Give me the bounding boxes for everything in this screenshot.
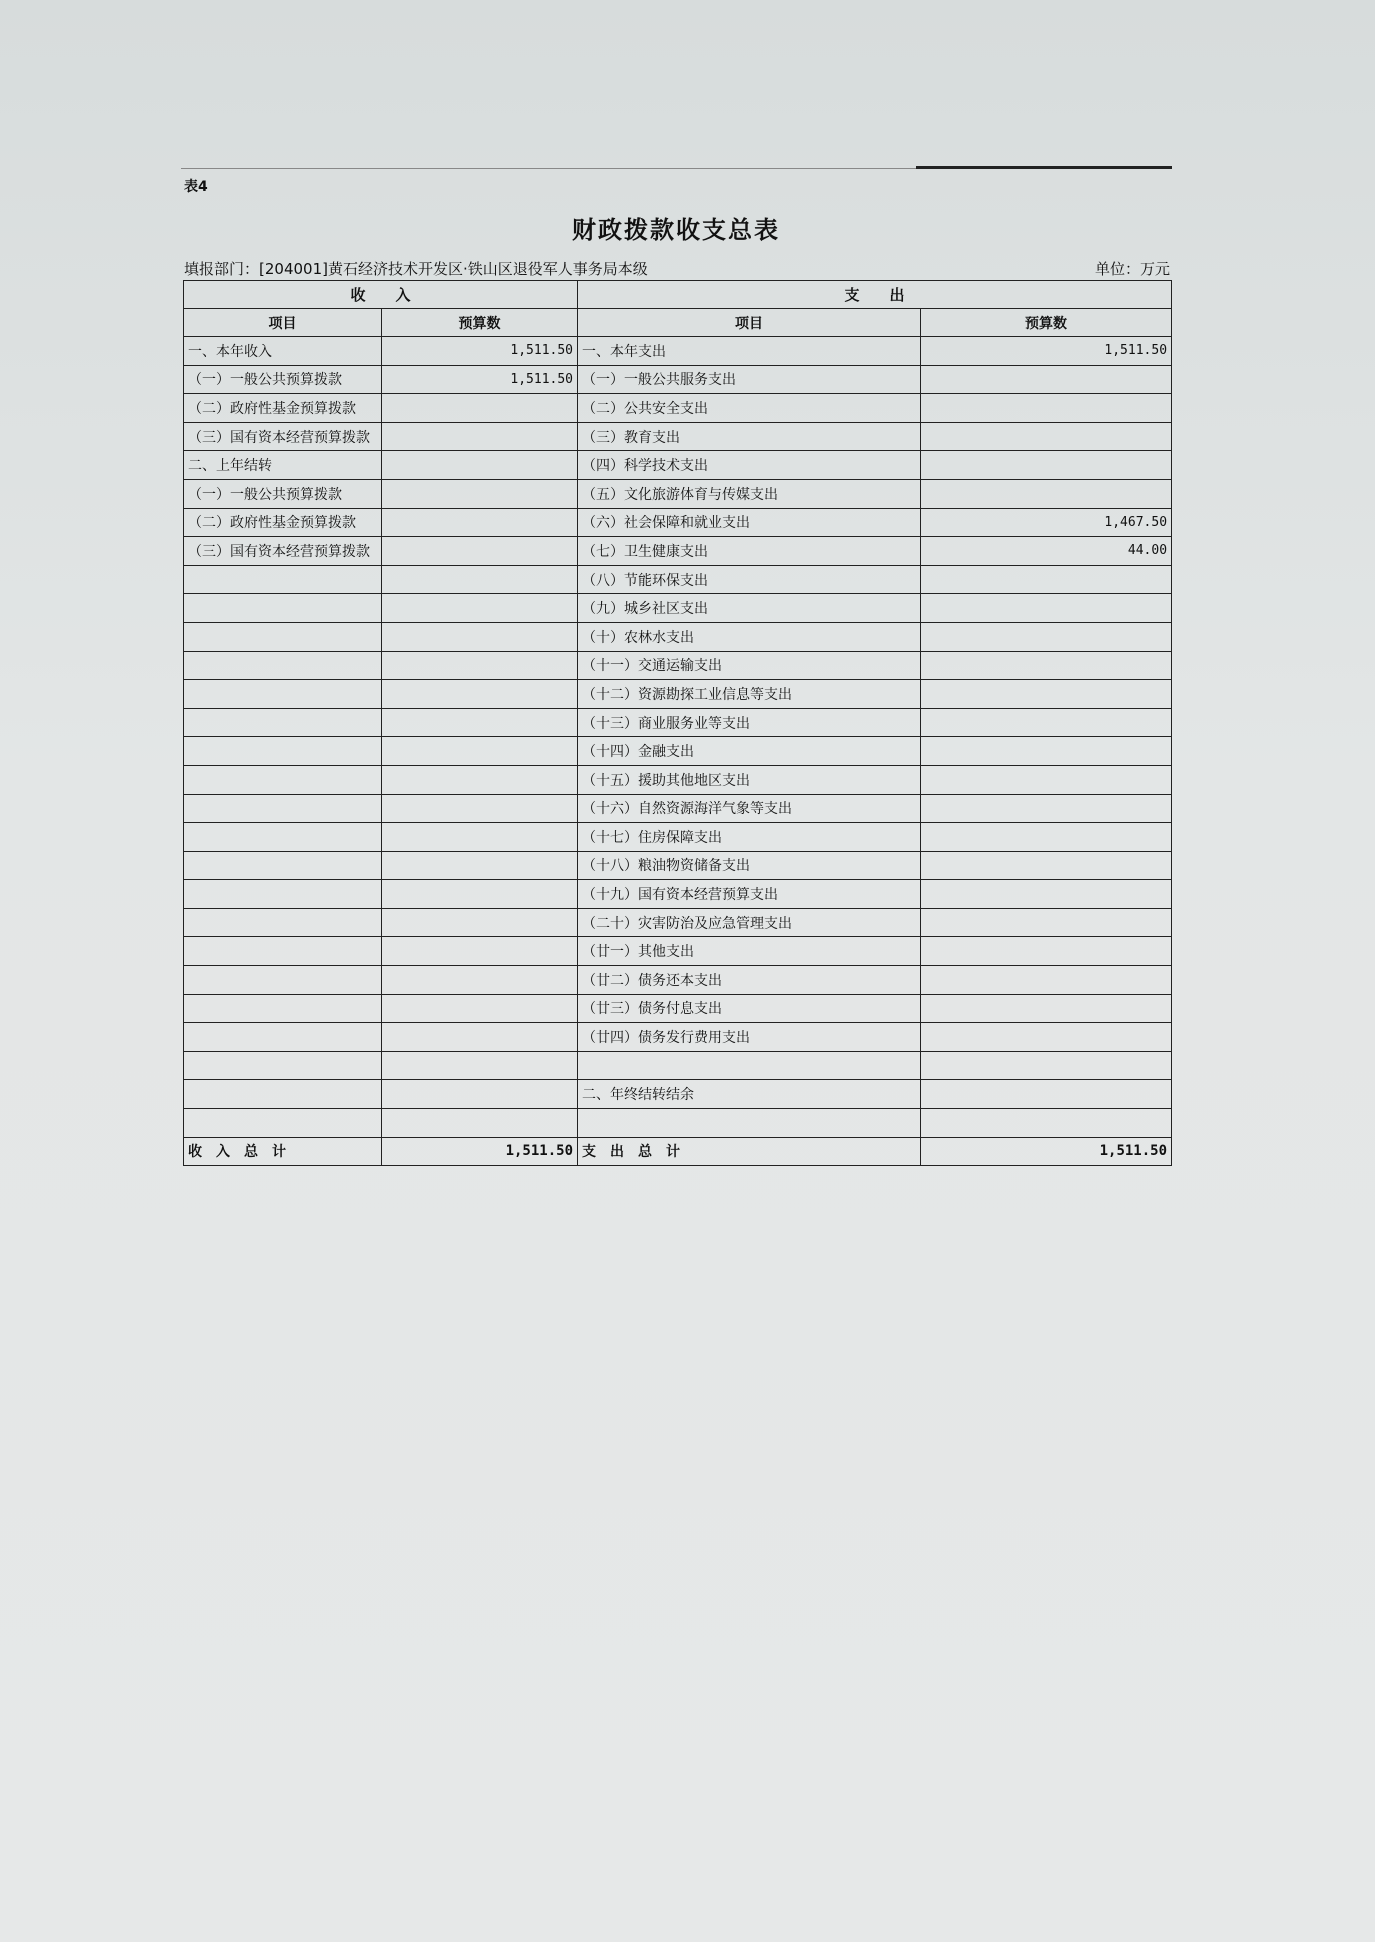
- expense-amount-cell: [921, 966, 1172, 995]
- expense-item-cell: （十八）粮油物资储备支出: [578, 851, 921, 880]
- income-amount-cell: [382, 479, 578, 508]
- income-item-cell: [184, 1051, 382, 1080]
- expense-amount-cell: [921, 1109, 1172, 1138]
- column-header-row: [184, 309, 1172, 337]
- expense-amount-cell: [921, 851, 1172, 880]
- table-row: [184, 394, 1172, 423]
- expense-item-cell: （十五）援助其他地区支出: [578, 765, 921, 794]
- expense-item-cell: （一）一般公共服务支出: [578, 365, 921, 394]
- expense-amount-cell: [921, 394, 1172, 423]
- income-item-cell: [184, 651, 382, 680]
- expense-item-cell: （四）科学技术支出: [578, 451, 921, 480]
- income-amount-cell: [382, 565, 578, 594]
- expense-item-cell: （十二）资源勘探工业信息等支出: [578, 680, 921, 709]
- income-amount-cell: [382, 708, 578, 737]
- table-row: [184, 851, 1172, 880]
- table-row: [184, 680, 1172, 709]
- expense-item-cell: （十六）自然资源海洋气象等支出: [578, 794, 921, 823]
- expense-item-cell: [578, 1051, 921, 1080]
- expense-amount-cell: [921, 908, 1172, 937]
- income-amount-cell: [382, 994, 578, 1023]
- income-amount-cell: [382, 937, 578, 966]
- income-item-cell: （一）一般公共预算拨款: [184, 365, 382, 394]
- income-item-cell: [184, 1109, 382, 1138]
- table-row: [184, 994, 1172, 1023]
- income-item-cell: [184, 937, 382, 966]
- expense-amount-header: 预算数: [921, 309, 1172, 337]
- expense-amount-cell: [921, 651, 1172, 680]
- income-amount-cell: [382, 451, 578, 480]
- expense-amount-cell: [921, 937, 1172, 966]
- unit-label: 单位：万元: [1094, 260, 1170, 278]
- expense-item-cell: （七）卫生健康支出: [578, 537, 921, 566]
- income-item-cell: （三）国有资本经营预算拨款: [184, 537, 382, 566]
- income-section-header: 收 入: [184, 281, 578, 309]
- top-rule: [181, 168, 916, 169]
- expense-amount-cell: [921, 1051, 1172, 1080]
- income-item-cell: （二）政府性基金预算拨款: [184, 394, 382, 423]
- expense-amount-cell: [921, 594, 1172, 623]
- income-amount-cell: [382, 651, 578, 680]
- income-amount-cell: [382, 422, 578, 451]
- income-amount-cell: [382, 537, 578, 566]
- expense-amount-cell: [921, 708, 1172, 737]
- expense-item-cell: （十三）商业服务业等支出: [578, 708, 921, 737]
- income-item-cell: [184, 622, 382, 651]
- expense-amount-cell: [921, 823, 1172, 852]
- income-amount-cell: 1,511.50: [382, 365, 578, 394]
- table-row: [184, 479, 1172, 508]
- expense-item-cell: [578, 1109, 921, 1138]
- income-item-cell: [184, 680, 382, 709]
- table-row: [184, 537, 1172, 566]
- expense-amount-cell: [921, 622, 1172, 651]
- table-row: [184, 765, 1172, 794]
- table-row: [184, 365, 1172, 394]
- table-row: [184, 1051, 1172, 1080]
- income-item-cell: 二、上年结转: [184, 451, 382, 480]
- table-row: [184, 651, 1172, 680]
- expense-amount-cell: [921, 765, 1172, 794]
- income-amount-cell: 1,511.50: [382, 337, 578, 366]
- income-amount-cell: [382, 851, 578, 880]
- income-amount-cell: [382, 394, 578, 423]
- income-item-cell: （一）一般公共预算拨款: [184, 479, 382, 508]
- income-amount-cell: [382, 1080, 578, 1109]
- income-amount-cell: [382, 508, 578, 537]
- income-amount-cell: [382, 908, 578, 937]
- table-row: [184, 908, 1172, 937]
- table-row: [184, 422, 1172, 451]
- expense-amount-cell: 1,511.50: [921, 337, 1172, 366]
- income-item-cell: [184, 708, 382, 737]
- expense-amount-cell: 44.00: [921, 537, 1172, 566]
- expense-item-cell: （五）文化旅游体育与传媒支出: [578, 479, 921, 508]
- income-item-cell: [184, 851, 382, 880]
- income-item-cell: [184, 1080, 382, 1109]
- income-amount-cell: [382, 1051, 578, 1080]
- expense-amount-cell: [921, 451, 1172, 480]
- income-total-amount: 1,511.50: [382, 1137, 578, 1166]
- table-row: [184, 451, 1172, 480]
- expense-item-cell: （六）社会保障和就业支出: [578, 508, 921, 537]
- expense-item-cell: 二、年终结转结余: [578, 1080, 921, 1109]
- expense-item-cell: （三）教育支出: [578, 422, 921, 451]
- income-amount-cell: [382, 966, 578, 995]
- table-row: [184, 937, 1172, 966]
- expense-item-cell: （廿二）债务还本支出: [578, 966, 921, 995]
- expense-amount-cell: 1,467.50: [921, 508, 1172, 537]
- expense-item-cell: 一、本年支出: [578, 337, 921, 366]
- income-item-cell: （二）政府性基金预算拨款: [184, 508, 382, 537]
- expense-item-cell: （二）公共安全支出: [578, 394, 921, 423]
- expense-item-cell: （廿三）债务付息支出: [578, 994, 921, 1023]
- table-row: [184, 1023, 1172, 1052]
- income-item-cell: [184, 908, 382, 937]
- table-row: [184, 966, 1172, 995]
- income-amount-cell: [382, 1023, 578, 1052]
- expense-amount-cell: [921, 994, 1172, 1023]
- expense-item-cell: （十九）国有资本经营预算支出: [578, 880, 921, 909]
- income-item-cell: [184, 823, 382, 852]
- income-item-cell: 一、本年收入: [184, 337, 382, 366]
- expense-total-label: 支出总计: [578, 1137, 921, 1166]
- income-item-cell: [184, 765, 382, 794]
- income-amount-header: 预算数: [382, 309, 578, 337]
- income-item-cell: （三）国有资本经营预算拨款: [184, 422, 382, 451]
- income-amount-cell: [382, 794, 578, 823]
- expense-amount-cell: [921, 880, 1172, 909]
- table-row: [184, 622, 1172, 651]
- table-row: [184, 737, 1172, 766]
- table-row: [184, 337, 1172, 366]
- expense-item-cell: （八）节能环保支出: [578, 565, 921, 594]
- expense-item-cell: （廿四）债务发行费用支出: [578, 1023, 921, 1052]
- income-amount-cell: [382, 680, 578, 709]
- expense-item-cell: （十）农林水支出: [578, 622, 921, 651]
- expense-item-cell: （二十）灾害防治及应急管理支出: [578, 908, 921, 937]
- form-number: 表4: [184, 179, 208, 195]
- table-row: [184, 880, 1172, 909]
- income-amount-cell: [382, 765, 578, 794]
- expense-total-amount: 1,511.50: [921, 1137, 1172, 1166]
- income-item-cell: [184, 880, 382, 909]
- expense-amount-cell: [921, 737, 1172, 766]
- expense-section-header: 支 出: [578, 281, 1172, 309]
- income-amount-cell: [382, 737, 578, 766]
- income-item-cell: [184, 794, 382, 823]
- expense-item-cell: （廿一）其他支出: [578, 937, 921, 966]
- income-amount-cell: [382, 622, 578, 651]
- income-item-header: 项目: [184, 309, 382, 337]
- expense-amount-cell: [921, 565, 1172, 594]
- budget-table-body: [184, 281, 1172, 1166]
- top-rule-bold: [916, 166, 1172, 169]
- section-header-row: [184, 281, 1172, 309]
- table-row: [184, 708, 1172, 737]
- document-title: 财政拨款收支总表: [572, 215, 780, 244]
- income-amount-cell: [382, 1109, 578, 1138]
- income-total-label: 收入总计: [184, 1137, 382, 1166]
- budget-table: [183, 280, 1172, 1166]
- expense-amount-cell: [921, 479, 1172, 508]
- expense-amount-cell: [921, 680, 1172, 709]
- expense-item-cell: （十一）交通运输支出: [578, 651, 921, 680]
- income-amount-cell: [382, 594, 578, 623]
- expense-amount-cell: [921, 422, 1172, 451]
- income-item-cell: [184, 565, 382, 594]
- expense-item-header: 项目: [578, 309, 921, 337]
- income-amount-cell: [382, 823, 578, 852]
- table-row: [184, 1080, 1172, 1109]
- income-item-cell: [184, 966, 382, 995]
- total-row: [184, 1137, 1172, 1166]
- reporting-department: 填报部门：[204001]黄石经济技术开发区·铁山区退役军人事务局本级: [184, 260, 648, 278]
- table-row: [184, 794, 1172, 823]
- expense-amount-cell: [921, 1023, 1172, 1052]
- expense-item-cell: （十四）金融支出: [578, 737, 921, 766]
- table-row: [184, 1109, 1172, 1138]
- expense-amount-cell: [921, 1080, 1172, 1109]
- table-row: [184, 823, 1172, 852]
- income-amount-cell: [382, 880, 578, 909]
- income-item-cell: [184, 994, 382, 1023]
- income-item-cell: [184, 1023, 382, 1052]
- income-item-cell: [184, 594, 382, 623]
- expense-item-cell: （九）城乡社区支出: [578, 594, 921, 623]
- table-row: [184, 594, 1172, 623]
- expense-amount-cell: [921, 365, 1172, 394]
- income-item-cell: [184, 737, 382, 766]
- table-row: [184, 565, 1172, 594]
- table-row: [184, 508, 1172, 537]
- expense-amount-cell: [921, 794, 1172, 823]
- expense-item-cell: （十七）住房保障支出: [578, 823, 921, 852]
